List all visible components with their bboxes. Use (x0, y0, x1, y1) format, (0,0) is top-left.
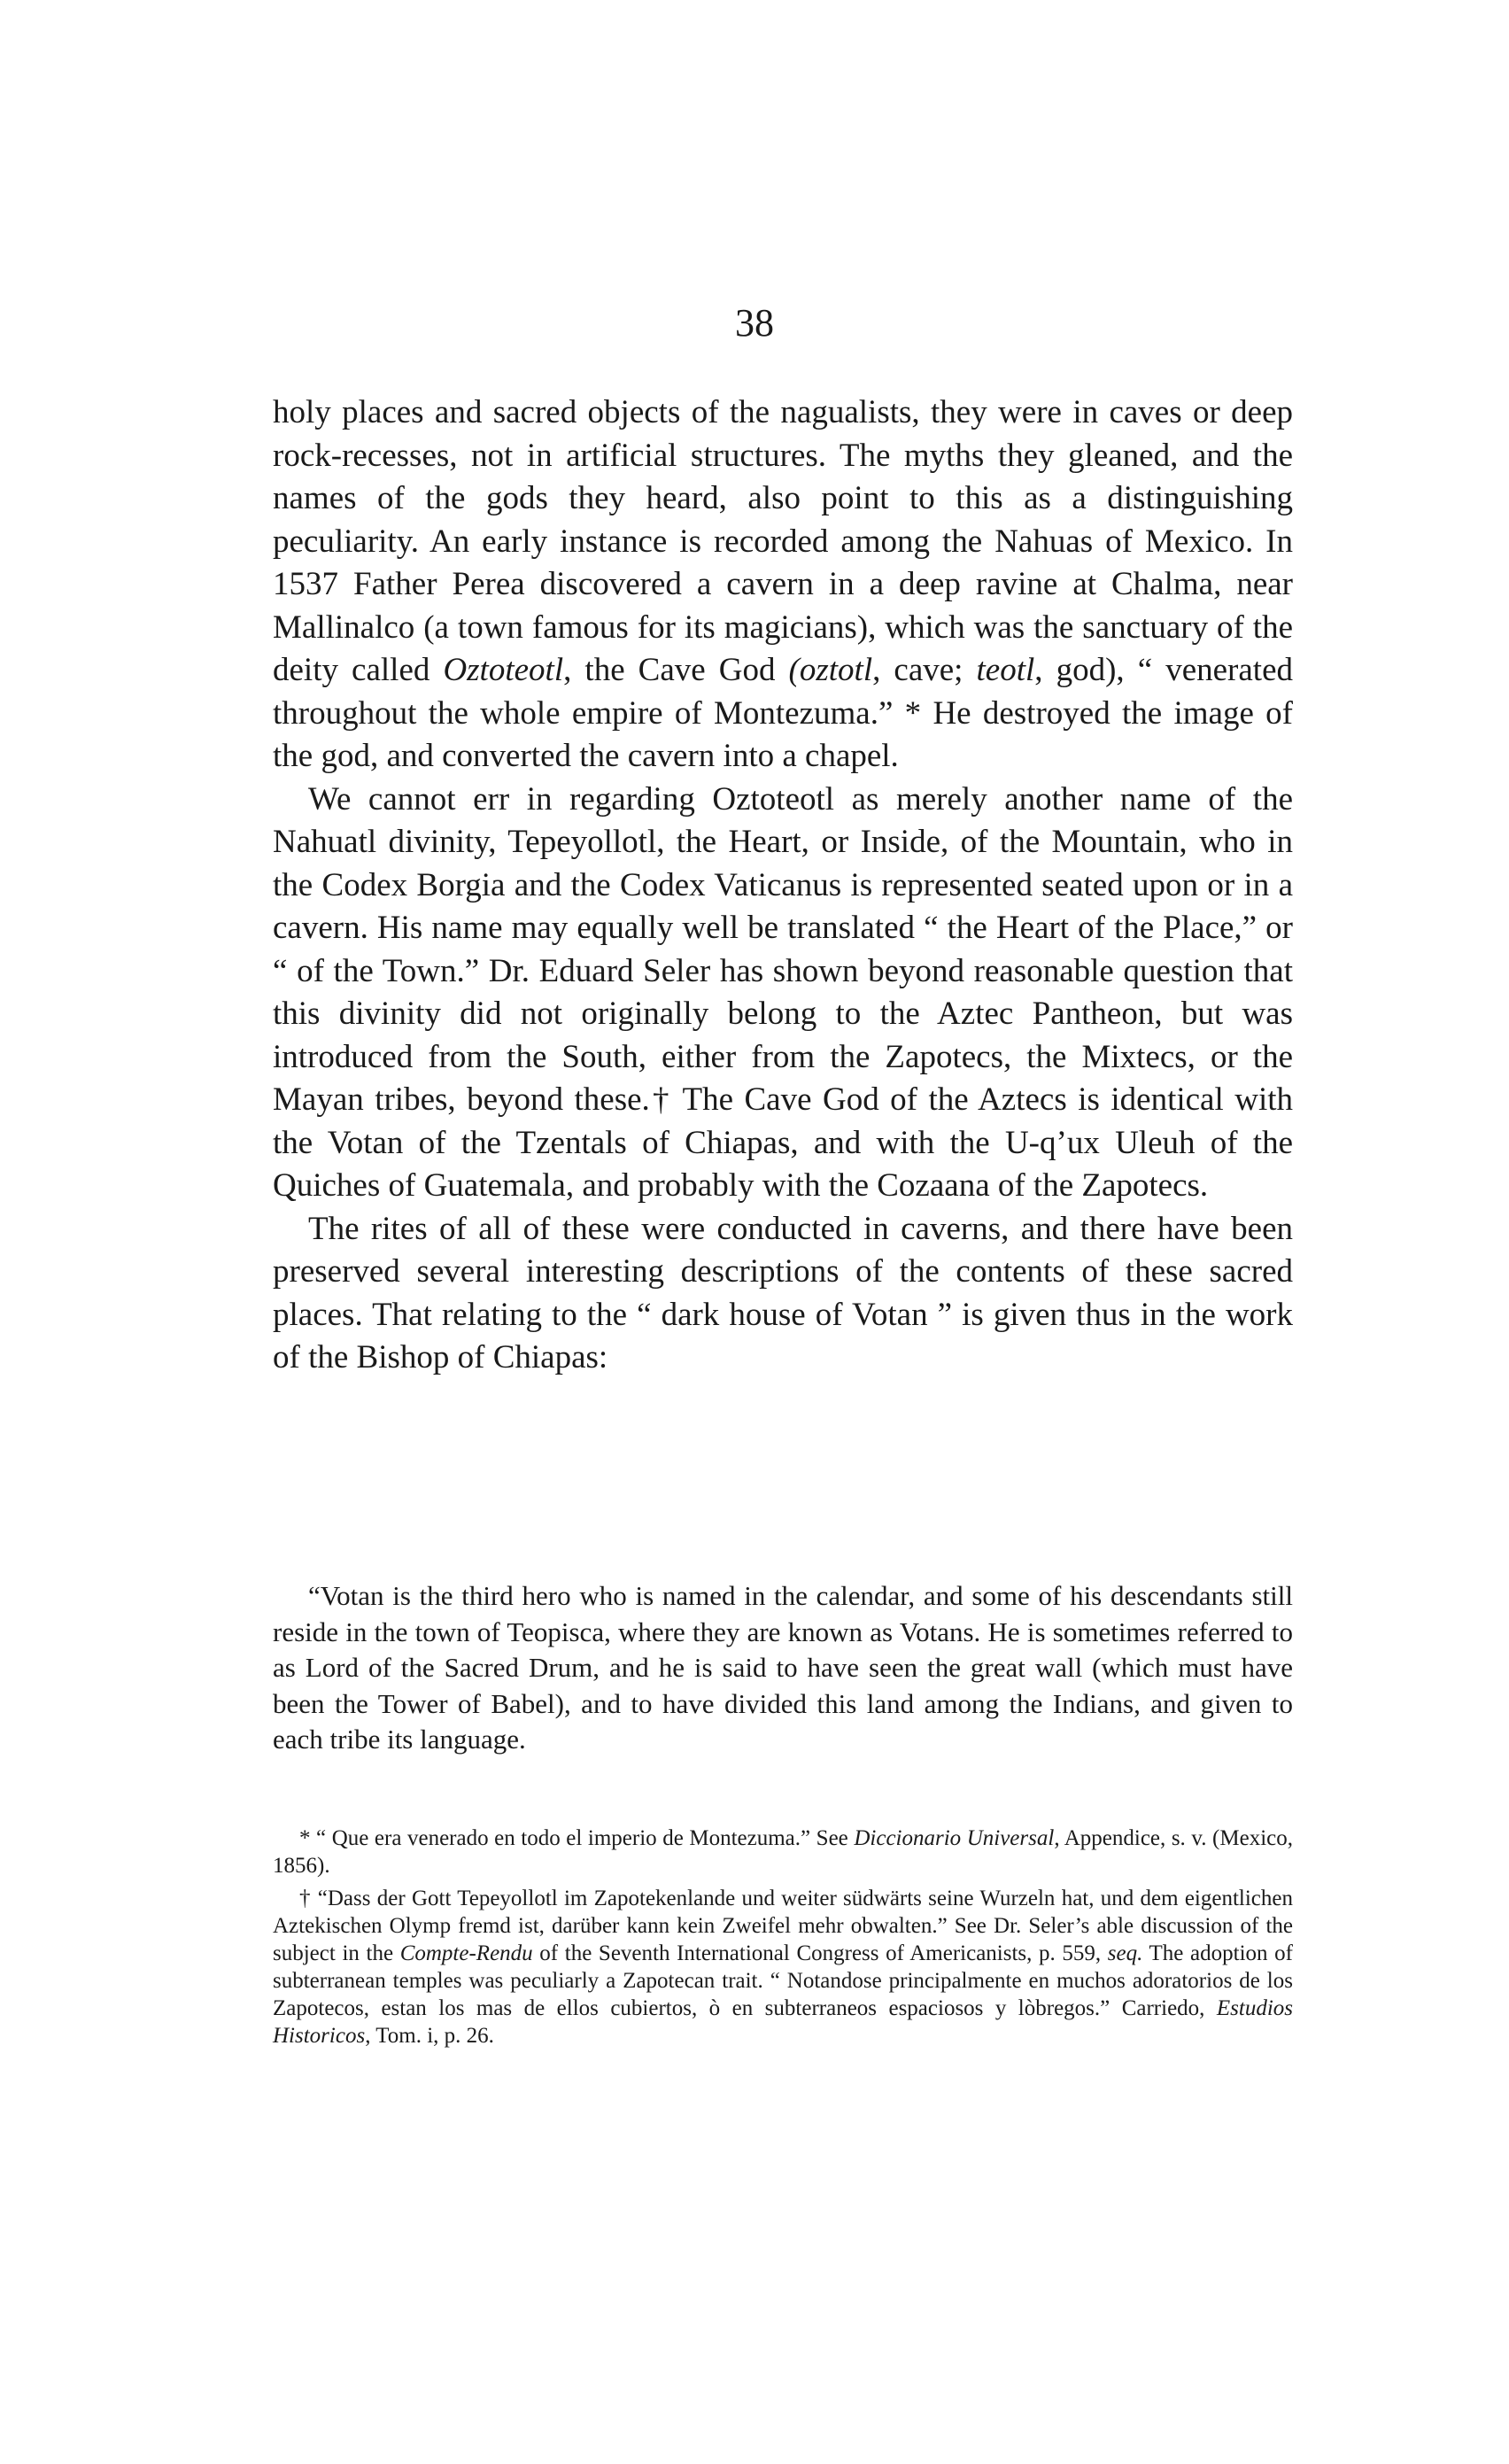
italic-title: Compte-Rendu (399, 1941, 533, 1965)
quote-text: “Votan is the third hero who is named in the calendar, and some of his descendants still reside in the town of Teopisca, where they are known as Votans. He is sometimes referred to as Lord of the Sacred Drum, and he is said to have seen the great wall (which must have been the Tower of Babel), and to have divided this land among the Indians, and given to each tribe its language. (273, 1580, 1293, 1755)
text-run: , Tom. i, p. 26. (365, 2024, 494, 2048)
text-run: The rites of all of these were conducted in caverns, and there have been preserved several interesting descriptions of the contents of these sacred places. That relating to the “ dark house of Votan ” is given thus in the work of the Bishop of Chiapas: (273, 1210, 1293, 1375)
italic-title: Estudios Historicos (273, 1996, 1293, 2048)
text-run: We cannot err in regarding Oztoteotl as merely another name of the Nahuatl divinity, Tepeyollotl, the Heart, or Inside, of the Mountain, who in the Codex Borgia and the Codex Vaticanus is represented seated upon or in a cavern. His name may equally well be translated “ the Heart of the Place,” or “ of the Town.” Dr. Eduard Seler has shown beyond reasonable question that this divinity did not originally belong to the Aztec Pantheon, but was introduced from the South, either from the Zapotecs, the Mixtecs, or the Mayan tribes, beyond these.† The Cave God of the Aztecs is identical with the Votan of the Tzentals of Chiapas, and with the U-q’ux Uleuh of the Quiches of Guatemala, and probably with the Cozaana of the Zapotecs. (273, 780, 1293, 1204)
italic-word: (oztotl (788, 652, 873, 688)
text-run: * “ Que era venerado en todo el imperio de Montezuma.” See (299, 1826, 855, 1850)
text-run: , god), “ venerated throughout the whole empire of Montezuma.” * He destroyed the image of the god, and converted the cavern into a chapel. (273, 652, 1294, 774)
block-quote (273, 1578, 1293, 1758)
italic-title: Diccionario Universal (854, 1826, 1055, 1850)
italic-word: seq. (1107, 1941, 1143, 1965)
text-run: , cave; (872, 652, 977, 688)
text-run: , Appendice, s. v. (Mexico, 1856). (273, 1826, 1293, 1878)
footnote-1 (273, 1825, 1293, 1879)
text-run: of the Seventh International Congress of Americanists, p. 559, (532, 1941, 1108, 1965)
footnotes (273, 1825, 1293, 2055)
text-run: , the Cave God (563, 652, 789, 688)
paragraph-1 (273, 391, 1293, 779)
text-run: holy places and sacred objects of the nagualists, they were in caves or deep rock-recesses, not in artificial structures. The myths they gleaned, and the names of the gods they heard, also point to this as a distinguishing peculiarity. An early instance is recorded among the Nahuas of Mexico. In 1537 Father Perea discovered a cavern in a deep ravine at Chalma, near Mallinalco (a town famous for its magicians), which was the sanctuary of the deity called (273, 394, 1293, 688)
text-run: † “Dass der Gott Tepeyollotl im Zapotekenlande und weiter südwärts seine Wurzeln hat, und dem eigentlichen Aztekischen Olymp fremd ist, darüber kann kein Zweifel mehr obwalten.” See Dr. Seler’s able discussion of the subject in the (273, 1887, 1293, 1965)
italic-word: teotl (976, 652, 1035, 688)
italic-deity-name: Oztoteotl (443, 652, 564, 688)
paragraph-3 (273, 1208, 1293, 1380)
paragraph-2 (273, 779, 1293, 1208)
page-number: 38 (735, 301, 774, 345)
text-run: The adoption of subterranean temples was peculiarly a Zapotecan trait. “ Notandose principalmente en muchos adoratorios de los Zapotecos, estan los mas de ellos cubiertos, ò en subterraneos espaciosos y lòbregos.” Carriedo, (273, 1941, 1293, 2020)
main-text (273, 391, 1293, 1380)
footnote-2 (273, 1885, 1293, 2049)
